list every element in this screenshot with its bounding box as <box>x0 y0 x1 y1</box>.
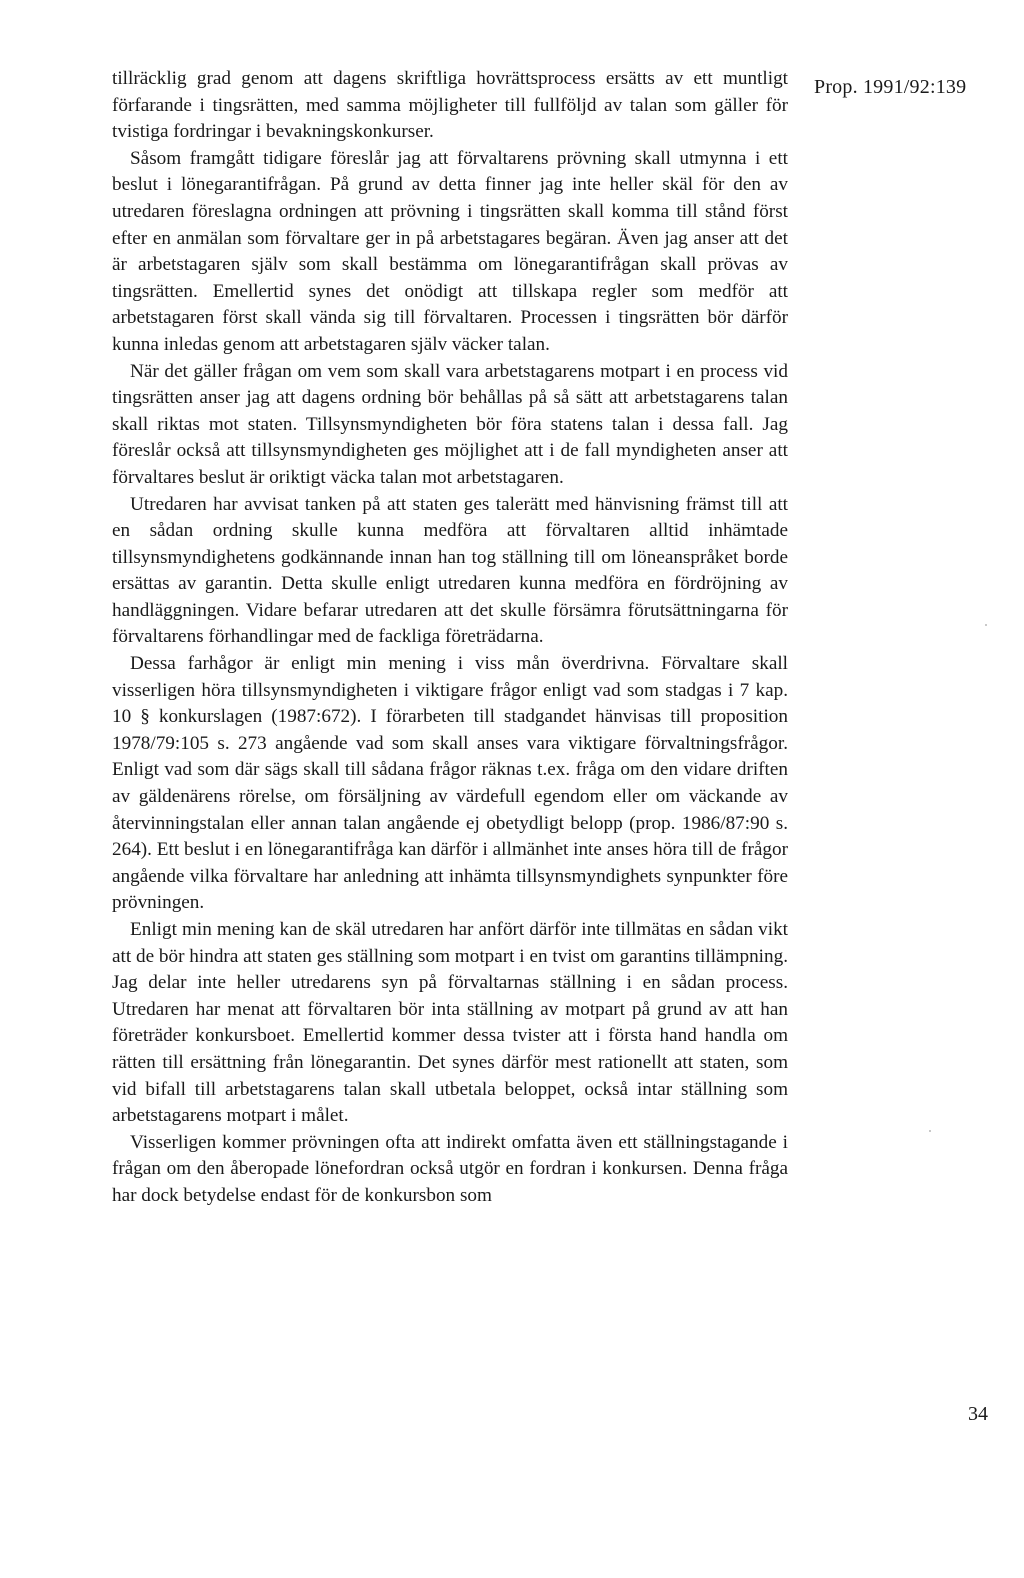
paragraph: Enligt min mening kan de skäl utredaren har anfört därför inte tillmätas en sådan vikt att de bör hindra att staten ges ställning som motpart i en tvist om garantins tillämpning. Jag delar inte heller utredarens syn på förvaltarnas ställning i en sådan process. Utredaren har menat att förvaltaren bör inta ställning av motpart på grund av att han företräder konkursboet. Emellertid kommer dessa tvister att i första hand handla om rätten till ersättning från lönegarantin. Det synes därför mest rationellt att staten, som vid bifall till arbetstagarens talan skall utbetala beloppet, också intar ställning som arbetstagarens motpart i målet. <box>112 919 788 1127</box>
paragraph: Visserligen kommer prövningen ofta att indirekt omfatta även ett ställningstagande i frågan om den åberopade lönefordran också utgör en fordran i konkursen. Denna fråga har dock betydelse endast för de konkursbon som <box>112 1131 788 1206</box>
paragraph: tillräcklig grad genom att dagens skriftliga hovrättsprocess ersätts av ett muntligt förfarande i tingsrätten, med samma möjligheter till fullföljd av talan som gäller för tvistiga fordringar i bevakningskonkurser. <box>112 68 788 143</box>
paragraph: När det gäller frågan om vem som skall vara arbetstagarens motpart i en process vid tingsrätten anser jag att dagens ordning bör behållas på så sätt att arbetstagarens talan skall riktas mot staten. Tillsynsmyndigheten bör föra statens talan i dessa fall. Jag föreslår också att tillsynsmyndigheten ges möjlighet att i de fall myndigheten anser att förvaltares beslut är oriktigt väcka talan mot arbetstagaren. <box>112 360 788 488</box>
document-reference: Prop. 1991/92:139 <box>814 76 967 98</box>
page-number: 34 <box>968 1403 988 1425</box>
scan-speck <box>929 1130 931 1132</box>
body-text <box>112 66 788 1210</box>
paragraph: Dessa farhågor är enligt min mening i viss mån överdrivna. Förvaltare skall visserligen höra tillsynsmyndigheten i viktigare frågor enligt vad som stadgas i 7 kap. 10 § konkurslagen (1987:672). I förarbeten till stadgandet hänvisas till proposition 1978/79:105 s. 273 angående vad som skall anses vara viktigare förvaltningsfrågor. Enligt vad som där sägs skall till sådana frågor räknas t.ex. fråga om den vidare driften av gäldenärens rörelse, om försäljning av värdefull egendom eller om väckande av återvinningstalan eller annan talan angående ej obetydligt belopp (prop. 1986/87:90 s. 264). Ett beslut i en lönegarantifråga kan därför i allmänhet inte anses höra till de frågor angående vilka förvaltare har anledning att inhämta tillsynsmyndighets synpunkter före prövningen. <box>112 653 788 914</box>
paragraph: Utredaren har avvisat tanken på att staten ges talerätt med hänvisning främst till att en sådan ordning skulle kunna medföra att förvaltaren alltid inhämtade tillsynsmyndighetens godkännande innan han tog ställning till om löneanspråket borde ersättas av garantin. Detta skulle enligt utredaren kunna medföra en fördröjning av handläggningen. Vidare befarar utredaren att det skulle försämra förutsättningarna för förvaltarens förhandlingar med de fackliga företrädarna. <box>112 493 788 648</box>
paragraph: Såsom framgått tidigare föreslår jag att förvaltarens prövning skall utmynna i ett beslut i lönegarantifrågan. På grund av detta finner jag inte heller skäl för den av utredaren föreslagna ordningen att prövning i tingsrätten skall komma till stånd först efter en anmälan som förvaltare ger in på arbetstagares begäran. Även jag anser att det är arbetstagaren själv som skall bestämma om lönegarantifrågan skall prövas av tingsrätten. Emellertid synes det onödigt att tillskapa regler som medför att arbetstagaren först skall vända sig till förvaltaren. Processen i tingsrätten bör därför kunna inledas genom att arbetstagaren själv väcker talan. <box>112 147 788 355</box>
scan-speck <box>985 624 987 626</box>
